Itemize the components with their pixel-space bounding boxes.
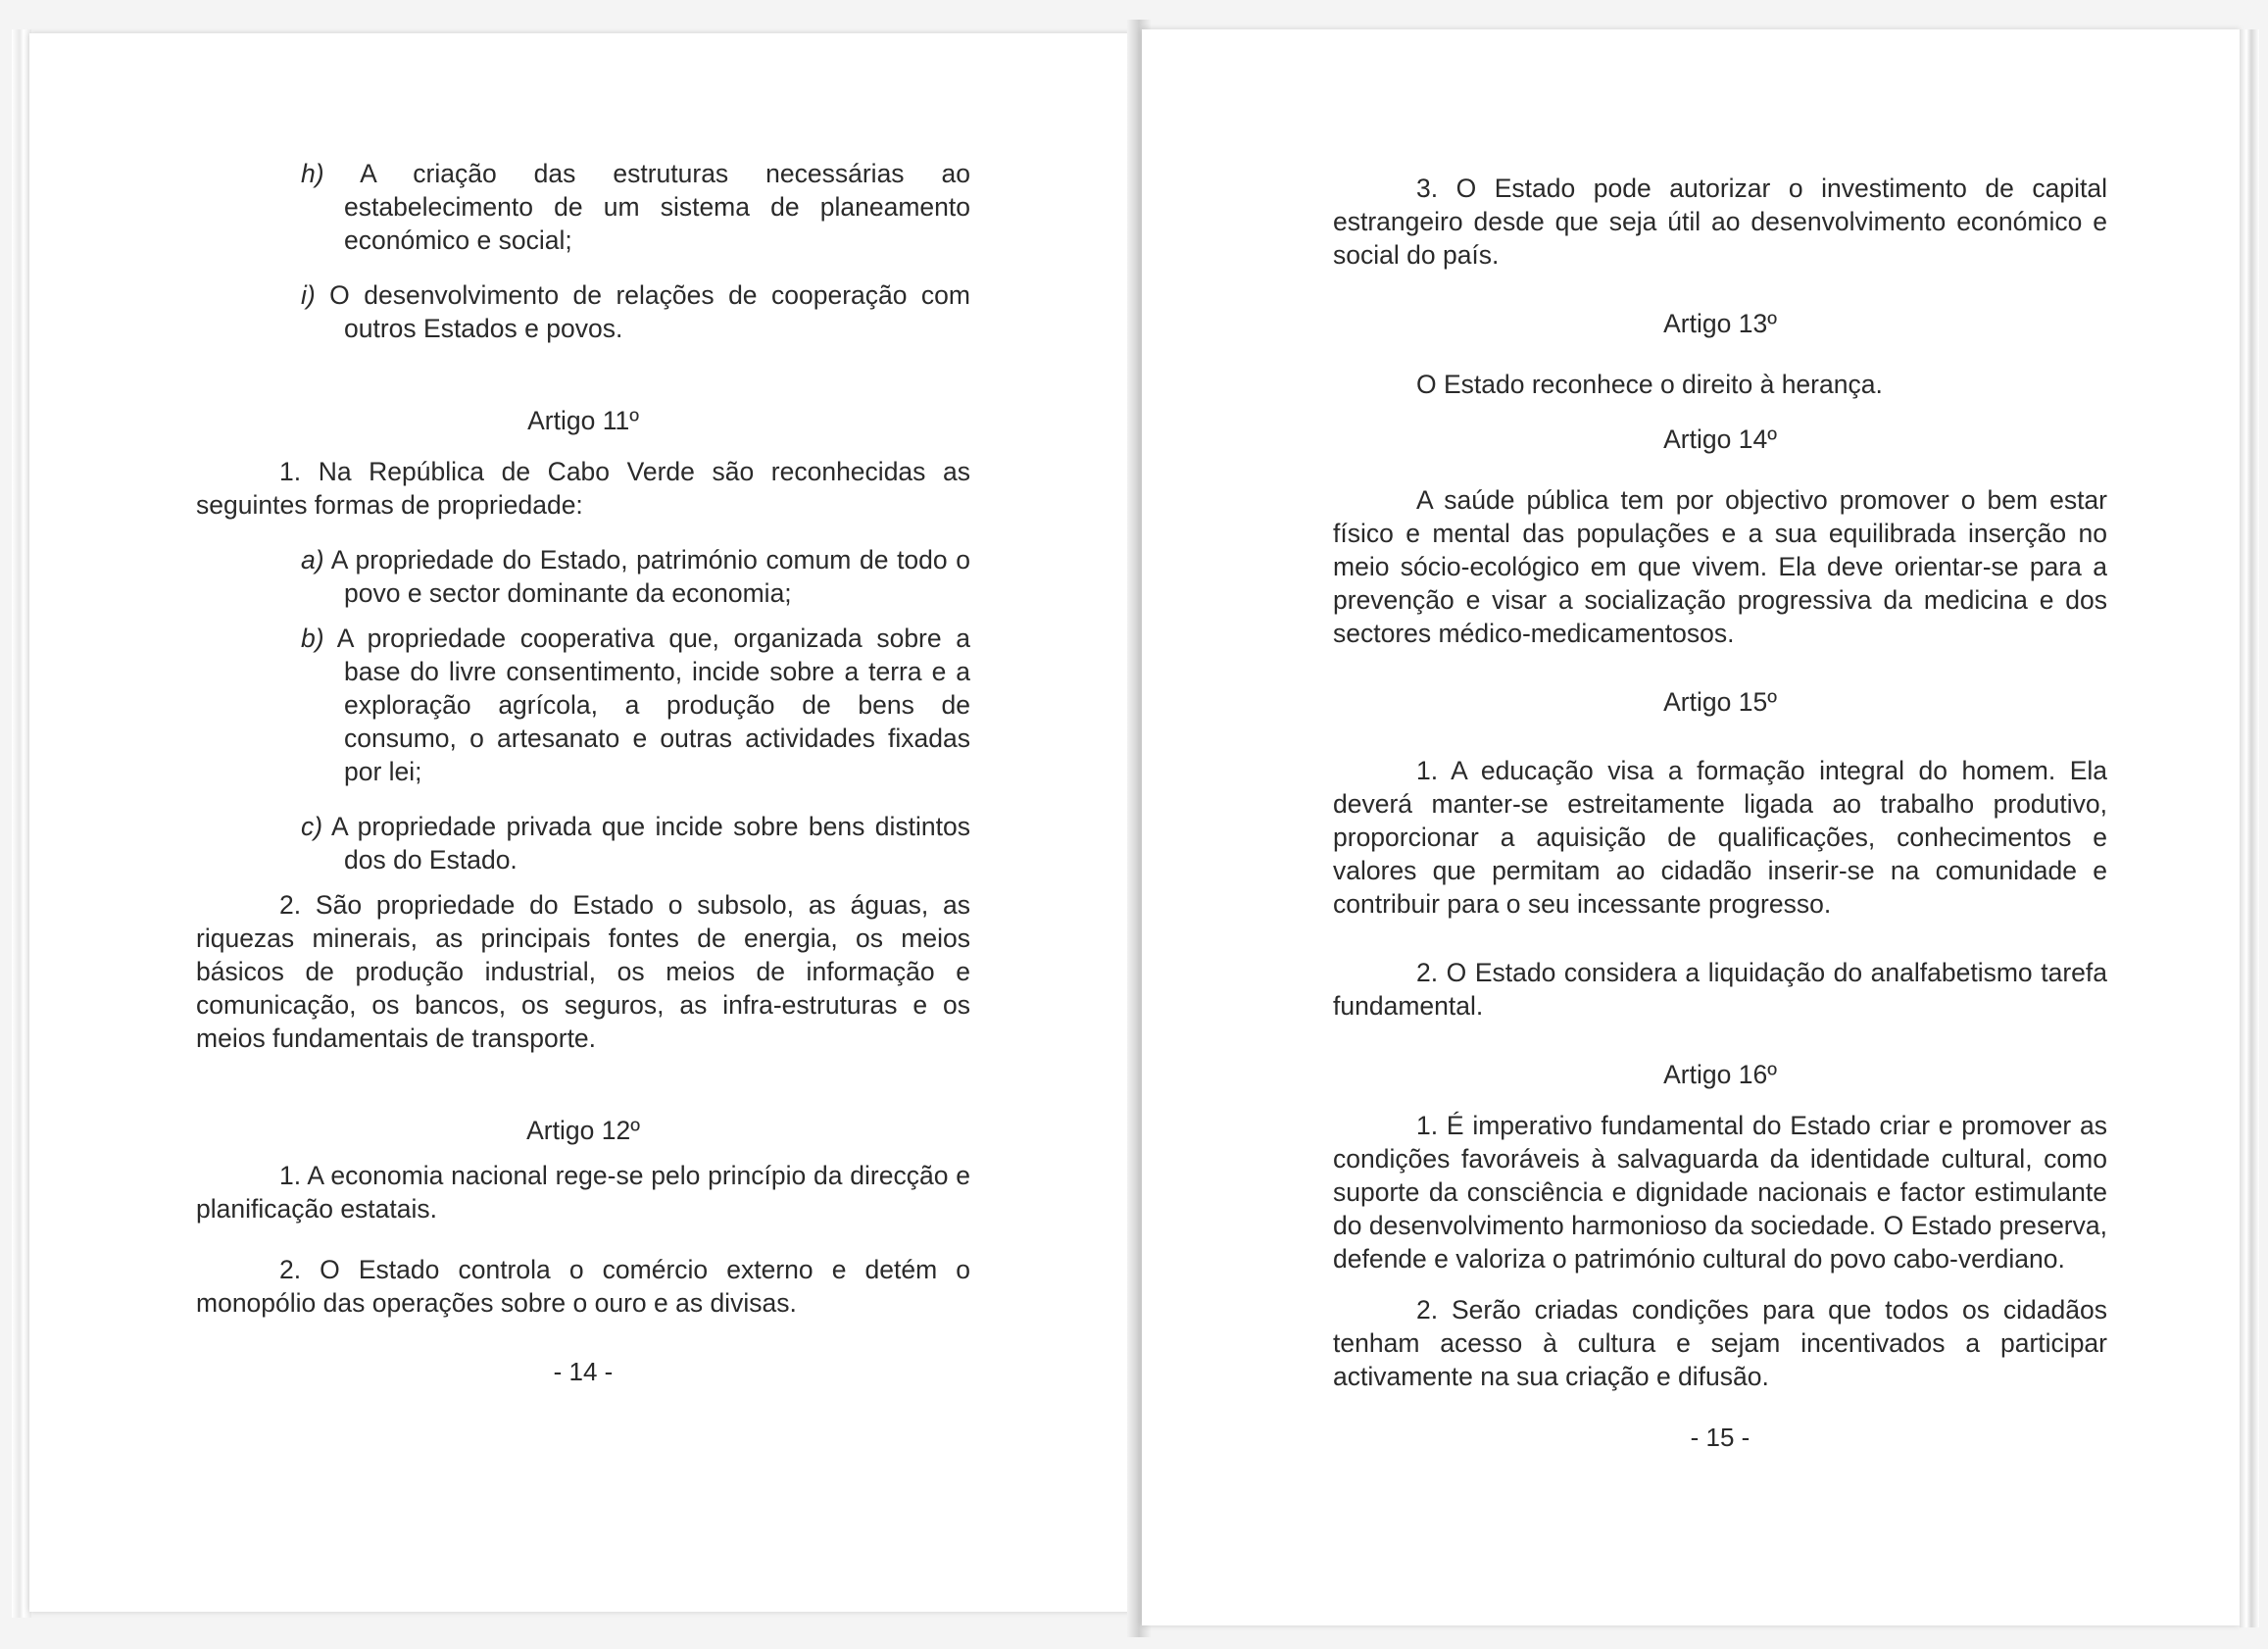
article-15-paragraph-2: 2. O Estado considera a liquidação do analfabetismo tarefa fundamental. [1333, 958, 2107, 1021]
article-16-paragraph-2: 2. Serão criadas condições para que todos os cidadãos tenham acesso à cultura e sejam incentivados a participar activamente na sua criação e difusão. [1333, 1295, 2107, 1391]
article-15-paragraph-1: 1. A educação visa a formação integral do homem. Ela deverá manter-se estreitamente ligada ao trabalho produtivo, proporcionar a aquisição de qualificações, conhecimentos e valores que permitam ao cidadão inserir-se na comunidade e contribuir para o seu incessante progresso. [1333, 756, 2107, 919]
article-12-paragraph-1: 1. A economia nacional rege-se pelo princípio da direcção e planificação estatais. [196, 1161, 970, 1224]
item-label: i) [301, 280, 316, 310]
list-item-a [196, 543, 970, 610]
page-number-left: - 14 - [553, 1357, 614, 1386]
right-page-edge [2240, 29, 2259, 1627]
article-14-heading: Artigo 14º [1663, 425, 1777, 454]
item-label: h) [301, 159, 324, 188]
list-item-h [196, 157, 970, 257]
article-12-paragraph-3: 3. O Estado pode autorizar o investimento de capital estrangeiro desde que seja útil ao desenvolvimento económico e social do país. [1333, 174, 2107, 270]
page-number-right: - 15 - [1690, 1423, 1750, 1452]
item-text: A criação das estruturas necessárias ao estabelecimento de um sistema de planeamento económico e social; [344, 159, 970, 255]
article-11-heading: Artigo 11º [527, 406, 639, 435]
item-text: A propriedade privada que incide sobre bens distintos dos do Estado. [331, 812, 970, 874]
article-16-paragraph-1: 1. É imperativo fundamental do Estado criar e promover as condições favoráveis à salvaguarda da identidade cultural, como suporte da consciência e dignidade nacionais e factor estimulante do desenvolvimento harmonioso da sociedade. O Estado preserva, defende e valoriza o património cultural do povo cabo-verdiano. [1333, 1111, 2107, 1274]
article-16-heading: Artigo 16º [1663, 1060, 1777, 1089]
item-label: a) [301, 545, 324, 575]
list-item-c [196, 810, 970, 876]
list-item-b [196, 622, 970, 788]
item-text: A propriedade do Estado, património comum de todo o povo e sector dominante da economia; [330, 545, 970, 608]
article-13-heading: Artigo 13º [1663, 309, 1777, 338]
item-label: b) [301, 624, 324, 653]
item-label: c) [301, 812, 323, 841]
article-11-paragraph-2: 2. São propriedade do Estado o subsolo, as águas, as riquezas minerais, as principais fontes de energia, os meios básicos de produção industrial, os meios de informação e comunicação, os bancos, os seguros, as infra-estruturas e os meios fundamentais de transporte. [196, 890, 970, 1053]
right-page-text [1333, 172, 2107, 1454]
item-text: O desenvolvimento de relações de cooperação com outros Estados e povos. [329, 280, 970, 343]
item-text: A propriedade cooperativa que, organizada sobre a base do livre consentimento, incide sobre a terra e a exploração agrícola, a produção de bens de consumo, o artesanato e outras actividades fixadas por lei; [336, 624, 970, 786]
article-14-paragraph-1: A saúde pública tem por objectivo promover o bem estar físico e mental das populações e a sua equilibrada inserção no meio sócio-ecológico em que vivem. Ela deve orientar-se para a prevenção e visar a socialização progressiva da medicina e dos sectores médico-medicamentosos. [1333, 485, 2107, 648]
article-12-paragraph-2: 2. O Estado controla o comércio externo e detém o monopólio das operações sobre o ouro e as divisas. [196, 1255, 970, 1318]
article-12-heading: Artigo 12º [526, 1116, 640, 1145]
left-page-text [196, 157, 970, 1388]
left-page-edge [12, 29, 31, 1618]
list-item-i [196, 278, 970, 345]
article-13-paragraph-1: O Estado reconhece o direito à herança. [1416, 370, 1883, 399]
article-15-heading: Artigo 15º [1663, 687, 1777, 717]
article-11-paragraph-1: 1. Na República de Cabo Verde são reconhecidas as seguintes formas de propriedade: [196, 457, 970, 520]
